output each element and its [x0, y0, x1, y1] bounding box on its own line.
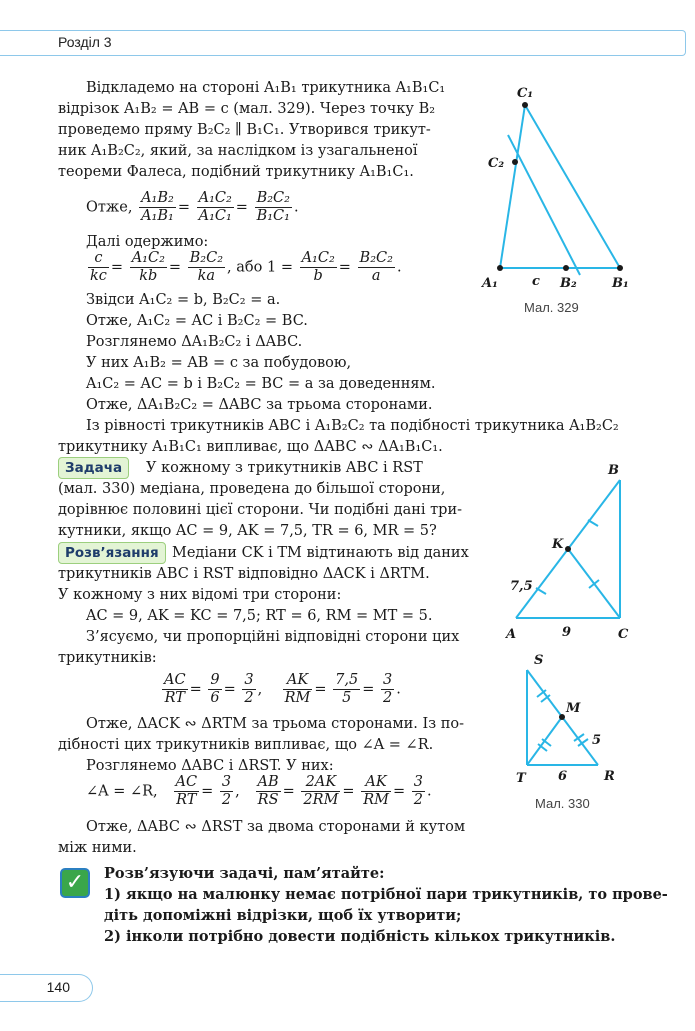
- label-k: K: [552, 537, 564, 552]
- label-a: A: [506, 627, 517, 642]
- fraction: $\frac{\text{B₂C₂}}{\text{B₁C₁}}$: [256, 190, 290, 224]
- final-line-1: Отже, ΔABC ∾ ΔRST за двома сторонами й кутом: [86, 819, 466, 835]
- conclusion-1: Із рівності трикутників ABC і A₁B₂C₂ та подібності трикутника A₁B₂C₂: [86, 418, 619, 434]
- segment-b2c2: [508, 135, 580, 275]
- segment-a1c1: [500, 105, 525, 268]
- step-5: A₁C₂ = AC = b і B₂C₂ = BC = a за доведенням.: [86, 376, 436, 392]
- solution-line-5: З’ясуємо, чи пропорційні відповідні сторони цих: [86, 629, 460, 645]
- tips-title: Розв’язуючи задачі, пам’ятайте:: [104, 865, 385, 882]
- segment-c1b1: [525, 105, 620, 268]
- further-label: Далі одержимо:: [86, 234, 209, 250]
- step-3: Розглянемо ΔA₁B₂C₂ і ΔABC.: [86, 334, 303, 350]
- label-b1: B₁: [612, 276, 629, 291]
- label-m: M: [566, 701, 581, 716]
- step-6: Отже, ΔA₁B₂C₂ = ΔABC за трьома сторонами.: [86, 397, 433, 413]
- solution-line-2: трикутників ABC і RST відповідно ΔACK і ΔRTM.: [58, 566, 430, 582]
- fraction: $\frac{\text{A₁C₂}}{\text{A₁C₁}}$: [198, 190, 232, 224]
- solution2-line-3: Розглянемо ΔABC і ΔRST. У них:: [86, 758, 334, 774]
- section-title: Розділ 3: [58, 34, 112, 50]
- label-s: S: [534, 653, 544, 668]
- problem-line-2: (мал. 330) медіана, проведена до більшої сторони,: [58, 481, 446, 497]
- point-c2: [512, 159, 518, 165]
- fraction: $\frac{\text{A₁B₂}}{\text{A₁B₁}}$: [141, 190, 174, 224]
- label-c2: C₂: [488, 156, 505, 171]
- step-4: У них A₁B₂ = AB = c за побудовою,: [86, 355, 352, 371]
- label-c: C: [618, 627, 629, 642]
- page-number-tab: [0, 974, 93, 1002]
- solution-tag: Розв’язання: [58, 542, 166, 564]
- label-ak: 7,5: [510, 579, 533, 594]
- point-b2: [563, 265, 569, 271]
- ratio-line-6: ∠A = ∠R, $\frac{AC}{RT}$ = $\frac{3}{2}$ , $\frac{AB}{RS}$ = $\frac{2AK}{2RM}$ = $\frac{AK}{RM}$ = $\frac{3}{2}$ .: [86, 774, 432, 808]
- solution-line-3: У кожному з них відомі три сторони:: [58, 587, 342, 603]
- label-b2: B₂: [560, 276, 577, 291]
- label-mr: 5: [592, 733, 602, 748]
- tip-1-cont: діть допоміжні відрізки, щоб їх утворити;: [104, 907, 462, 924]
- label-t: T: [516, 771, 526, 786]
- label-ac: 9: [562, 625, 572, 640]
- tick-mark: [588, 520, 598, 526]
- figure-329: [470, 85, 650, 320]
- tip-2: 2) інколи потрібно довести подібність кількох трикутників.: [104, 928, 616, 945]
- intro-line-5: теореми Фалеса, подібний трикутнику A₁B₁C₁.: [58, 164, 414, 180]
- ratio-line-1: Отже, $\frac{\text{A₁B₂}}{\text{A₁B₁}}$ = $\frac{\text{A₁C₂}}{\text{A₁C₁}}$ = $\frac{\text{B₂C₂}}{\text{B₁C₁}}$ .: [86, 190, 299, 224]
- point-m: [559, 714, 565, 720]
- caption-329: Мал. 329: [524, 300, 579, 315]
- caption-330: Мал. 330: [535, 796, 590, 811]
- point-a1: [497, 265, 503, 271]
- solution-line-1: Медіани CK і TM відтинають від даних: [172, 545, 469, 561]
- label-b: B: [608, 463, 619, 478]
- conclusion-2: трикутнику A₁B₁C₁ випливає, що ΔABC ∾ ΔA₁B₁C₁.: [58, 439, 443, 455]
- figure-330-rst: [510, 650, 630, 790]
- step-2: Отже, A₁C₂ = AC і B₂C₂ = BC.: [86, 313, 308, 329]
- problem-line-1: У кожному з трикутників ABC і RST: [146, 460, 423, 476]
- solution-line-4: AC = 9, AK = KC = 7,5; RT = 6, RM = MT = 5.: [86, 608, 433, 624]
- final-line-2: між ними.: [58, 840, 137, 856]
- solution-line-6: трикутників:: [58, 650, 157, 666]
- label-c: c: [532, 274, 540, 289]
- label-r: R: [604, 769, 615, 784]
- section-header: [0, 30, 686, 56]
- therefore-label: Отже,: [86, 199, 133, 216]
- step-1: Звідси A₁C₂ = b, B₂C₂ = a.: [86, 292, 281, 308]
- point-b1: [617, 265, 623, 271]
- label-a1: A₁: [482, 276, 498, 291]
- label-tr: 6: [558, 769, 568, 784]
- solution2-line-2: дібності цих трикутників випливає, що ∠A = ∠R.: [58, 737, 434, 753]
- problem-line-4: кутники, якщо AC = 9, AK = 7,5, TR = 6, MR = 5?: [58, 523, 437, 539]
- problem-tag: Задача: [58, 457, 129, 479]
- intro-line-4: ник A₁B₂C₂, який, за наслідком із узагальненої: [58, 143, 418, 159]
- point-c1: [522, 102, 528, 108]
- ratio-line-4: $\frac{AC}{RT}$ = $\frac{9}{6}$ = $\frac{3}{2}$ , $\frac{AK}{RM}$ = $\frac{7,5}{5}$ = $\frac{3}{2}$ .: [164, 672, 401, 706]
- figure-330-abc: [500, 460, 660, 645]
- label-c1: C₁: [517, 86, 534, 101]
- page-number: 140: [46, 979, 70, 995]
- point-k: [565, 546, 571, 552]
- tip-1: 1) якщо на малюнку немає потрібної пари трикутників, то прове-: [104, 886, 668, 903]
- intro-line-2: відрізок A₁B₂ = AB = c (мал. 329). Через точку B₂: [58, 101, 436, 117]
- solution2-line-1: Отже, ΔACK ∾ ΔRTM за трьома сторонами. Із по-: [86, 716, 465, 732]
- problem-line-3: дорівнює половині цієї сторони. Чи подібні дані три-: [58, 502, 463, 518]
- intro-line-3: проведемо пряму B₂C₂ ∥ B₁C₁. Утворився трикут-: [58, 122, 431, 138]
- checkmark-icon: ✓: [60, 868, 90, 898]
- ratio-line-2: $\frac{c}{kc}$ = $\frac{\text{A₁C₂}}{kb}$ = $\frac{\text{B₂C₂}}{ka}$ , або 1 = $\frac{\text{A₁C₂}}{b}$ = $\frac{\text{B₂C₂}}{a}$ .: [90, 250, 402, 284]
- intro-line-1: Відкладемо на стороні A₁B₁ трикутника A₁B₁C₁: [86, 80, 446, 96]
